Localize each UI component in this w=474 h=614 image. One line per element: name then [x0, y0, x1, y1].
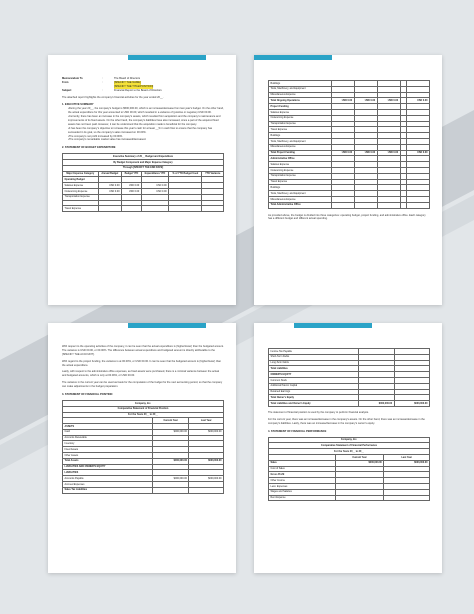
position-table-years: For the Years 20__ to 20__	[63, 412, 224, 418]
document-page-1: Memorandum To : The Board of Directors From : [SPECIFY THE NAME] [SPECIFY THE TITLE/POSITION] Subject : Financial Report to the Board of Directors The attached report highlights the company's financial activities for the year ended 20__. 1. EXECUTIVE SUMMARY ▪ During the year 20__, the company's budget is $500,000.00, which is an increase/decrease from last year's budget. On the other hand, the actual expenditure for this year amounted to USD 00.00, which resulted in a variance of (positive or negative) USD 00.00. ▪ Currently, there has been an increase in the company's assets, which resulted from acquisition and the company's maintenance and improvements of its fixed assets. On the other hand, the company's liabilities have also increased, since a part of the acquired fixed assets has not been paid. However, it can be understood that the acquisition made is beneficial for the company. ▪ It has been the company's objective to increase this year's cash for at least __% in cash flow to ensure that the company has succeeded in its goal, so the company's sales increased on 30.00%. ▪ The company's net profit increased by 00.00%. ▪ The company's remarkable market value has increased/decreased. 2. STATEMENT OF BUDGET EXPENDITURE Executive Summary of 20__ Budget and Expenditure By Budget Component and Major Expense Category Through [SPECIFY THE END DATE] Major Expense Category Annual Budget Budget YTD Expenditures YTD % of YTD Budget Used YTD Variance Operating Budget Salaries Expense USD 0.00 USD 0.00 USD 0.00 Outsourcing Expense USD 0.00 USD 0.00 USD 0.00 Transportation Expense Travel Expense	[48, 55, 236, 305]
table-cell: USD 0.00	[98, 189, 121, 195]
table-cell: Wages and Salaries	[269, 489, 336, 495]
analysis-paragraph-1: With respect to the operating activities of the company, it can be seen that the actual expenditure is (higher/lower) than the budgeted amount. The variance is USD 00.00, or 00.00%. The difference between actual expenditure and budgeted amount is directly attributable to the [SPECIFY THE ACCOUNT].	[62, 345, 224, 356]
summary-bullet: ▪ The company's net profit increased by 00.00%.	[68, 135, 224, 139]
table-cell	[377, 202, 400, 208]
intro-text: The attached report highlights the company's financial activities for the year ended 20__.	[62, 95, 164, 99]
table-cell: Additional Paid-in Capital	[269, 383, 359, 389]
table-cell: Transportation Expense	[269, 173, 332, 179]
table-header-cell: Annual Budget	[98, 171, 121, 177]
table-cell: Tools, Machinery, and Equipment	[269, 86, 332, 92]
financial-position-table-continued	[268, 348, 430, 407]
position-paragraph-1: The statement of financial position is used by the company to perform financial analysis.	[268, 410, 369, 414]
memo-subject-label: Subject	[62, 88, 72, 92]
budget-table-continued	[268, 80, 430, 209]
table-cell: Total Liabilities and Owner's Equity	[269, 401, 359, 407]
analysis-paragraph-2: With regard to the project funding, the variance is at 00.00%, or USD 00.00. It can be seen that the budgeted amount is (higher/lower) than the actual expenditure.	[62, 359, 222, 367]
table-cell: Salaries Expense	[269, 109, 332, 115]
table-cell	[122, 206, 142, 212]
table-cell	[406, 202, 429, 208]
table-cell: USD 0.00	[331, 150, 354, 156]
table-cell: Accounts Payable	[63, 476, 153, 482]
page-accent-bar	[128, 323, 206, 328]
table-cell: Cost of Sales	[269, 466, 336, 472]
page-accent-bar	[294, 323, 372, 328]
table-header-cell: Last Year	[384, 454, 430, 460]
section-4-heading: 4. STATEMENT OF FINANCIAL PERFORMANCE	[268, 429, 327, 433]
table-cell: USD 0.00	[122, 183, 142, 189]
table-cell: Total Project Funding	[269, 150, 332, 156]
memo-from-value: [SPECIFY THE NAME]	[114, 80, 141, 84]
table-cell: Buildings	[269, 133, 332, 139]
table-cell: Gross Profit	[269, 472, 336, 478]
summary-bullets	[62, 107, 224, 142]
table-header-cell: YTD Variance	[202, 171, 224, 177]
table-cell: Tools, Machinery, and Equipment	[269, 138, 332, 144]
table-cell: Miscellaneous Expense	[269, 196, 332, 202]
table-cell: Income Tax Payable	[269, 349, 359, 355]
table-cell: $000,000.00	[189, 429, 224, 435]
position-table-subcaption: Comparative Statement of Financial Position	[63, 406, 224, 412]
page-accent-bar	[254, 55, 332, 60]
table-cell: Total Assets	[63, 458, 153, 464]
table-cell: Travel Expense	[269, 179, 332, 185]
table-cell: USD 0.00	[98, 183, 121, 189]
table-cell	[354, 202, 377, 208]
table-cell: Total Administrative Office	[269, 202, 332, 208]
table-cell: Administrative Office	[269, 156, 332, 162]
table-cell: ASSETS	[63, 424, 153, 430]
table-cell: Sales Tax Liabilities	[63, 487, 153, 493]
memo-from-title: [SPECIFY THE TITLE/POSITION]	[114, 84, 154, 88]
table-cell: Travel Expense	[269, 127, 332, 133]
table-cell: Cash	[63, 429, 153, 435]
summary-bullet: ▪ During the year 20__, the company's budget is $500,000.00, which is an increase/decrease from last year's budget. On the other hand, the actual expenditure for this year amounted to USD 00.00, which resulted in a variance of (positive or negative) USD 00.00.	[68, 107, 224, 115]
table-row	[63, 206, 224, 212]
table-cell	[202, 206, 224, 212]
table-cell	[335, 495, 383, 501]
table-cell	[169, 206, 202, 212]
page-accent-bar	[128, 55, 206, 60]
summary-bullet: ▪ The company's remarkable market value has increased/decreased.	[68, 138, 224, 142]
table-cell: OWNER'S EQUITY	[269, 372, 359, 378]
document-page-4	[254, 323, 442, 573]
table-row	[269, 202, 430, 208]
table-cell: $000,000.00	[189, 458, 224, 464]
table-cell	[384, 495, 430, 501]
table-cell: USD 0.00	[141, 183, 168, 189]
table-cell	[152, 487, 189, 493]
table-cell: Inventory	[63, 441, 153, 447]
section-1-heading: 1. EXECUTIVE SUMMARY	[62, 103, 94, 107]
table-cell: Outsourcing Expense	[269, 115, 332, 121]
table-cell: Rent Expense	[269, 495, 336, 501]
table-cell: $000,000.00	[152, 429, 189, 435]
table-cell: Transportation Expense	[63, 194, 99, 200]
table-cell: Salaries Expense	[63, 183, 99, 189]
performance-table-caption: Company, Inc.	[269, 437, 430, 443]
table-cell: Short-Term Debts	[269, 354, 359, 360]
section-3-heading: 3. STATEMENT OF FINANCIAL POSITION	[62, 393, 113, 397]
summary-bullet: ▪ Currently, there has been an increase in the company's assets, which resulted from acquisition and the company's maintenance and improvements of its fixed assets. On the other hand, the company's liabilities have also increased, since a part of the acquired fixed assets has not been paid. However, it can be understood that the acquisition made is beneficial for the company.	[68, 115, 224, 127]
table-header-cell: Current Year	[335, 454, 383, 460]
performance-table-subcaption: Comparative Statement of Financial Performance	[269, 443, 430, 449]
table-cell: USD 0.00	[354, 150, 377, 156]
table-cell: USD 0.00	[377, 98, 400, 104]
budget-table	[62, 153, 224, 212]
table-cell: USD 0.00	[141, 189, 168, 195]
table-cell: Total Liabilities	[269, 366, 359, 372]
budget-summary-text: As provided above, the budget is divided into three categories: operating budget, project funding, and administrative office. Each category has a different budget and different actual spending.	[268, 213, 426, 221]
table-cell: Retained Earnings	[269, 389, 359, 395]
table-cell: Travel Expense	[63, 206, 99, 212]
table-cell: Long-Term Debts	[269, 360, 359, 366]
table-cell: Other Assets	[63, 453, 153, 459]
table-cell: Accounts Receivable	[63, 435, 153, 441]
table-row	[63, 487, 224, 493]
table-header-cell: % of YTD Budget Used	[169, 171, 202, 177]
memo-to-label: Memorandum To	[62, 77, 83, 80]
position-table-caption: Company, Inc.	[63, 400, 224, 406]
table-cell: LIABILITIES AND OWNER'S EQUITY	[63, 464, 153, 470]
table-cell: Sales	[269, 460, 336, 466]
financial-performance-table	[268, 437, 430, 502]
performance-table-years: For the Years 20__ to 20__	[269, 449, 430, 455]
table-cell: $000,000.00	[335, 460, 383, 466]
position-paragraph-2: For the current year, there was an increase/decrease in the company's assets. On the other hand, there was an increase/decrease in the company's liabilities. Lastly, there was an increase/decrease in the company's owner's equity.	[268, 417, 425, 425]
table-cell: Project Funding	[269, 104, 332, 110]
table-cell: Total Ongoing Operations	[269, 98, 332, 104]
table-header-cell: Expenditures YTD	[141, 171, 168, 177]
analysis-paragraph-3: Lastly, with respect to the administrative office expenses, as fixed assets were purchased, there is a minimal variance between the actual and budgeted amounts, which is only at 00.00%, or USD 00.00.	[62, 370, 220, 378]
document-page-3	[48, 323, 236, 573]
table-cell: USD 0.00	[354, 98, 377, 104]
document-page-2	[254, 55, 442, 305]
table-row	[269, 495, 430, 501]
table-cell: $000,000.00	[189, 476, 224, 482]
memo-subject-value: Financial Report to the Board of Directors	[114, 88, 162, 92]
table-cell: Total Owner's Equity	[269, 395, 359, 401]
table-cell: LIABILITIES	[63, 470, 153, 476]
memo-from-label: From	[62, 80, 69, 84]
table-cell	[331, 202, 354, 208]
table-cell: Transportation Expense	[269, 121, 332, 127]
table-header-cell: Major Expense Category	[63, 171, 99, 177]
table-cell: Common Stock	[269, 377, 359, 383]
table-cell: $000,000.00	[384, 460, 430, 466]
table-cell: USD 0.00	[406, 98, 429, 104]
table-cell: Fixed Assets	[63, 447, 153, 453]
table-cell: USD 0.00	[122, 189, 142, 195]
budget-table-date: Through [SPECIFY THE END DATE]	[63, 165, 224, 171]
table-cell: Salaries Expense	[269, 162, 332, 168]
table-cell: $000,000.00	[152, 476, 189, 482]
table-header-cell: Last Year	[189, 418, 224, 424]
table-cell: Outsourcing Expense	[269, 167, 332, 173]
table-cell: USD 0.00	[406, 150, 429, 156]
table-cell: $000,000.00	[359, 401, 394, 407]
table-cell: USD 0.00	[377, 150, 400, 156]
table-cell: Less: Expenses	[269, 483, 336, 489]
table-cell: Operating Budget	[63, 177, 99, 183]
table-cell: Miscellaneous Expense	[269, 144, 332, 150]
summary-bullet: ▪ It has been the company's objective to increase this year's cash for at least __% in cash flow to ensure that the company has succeeded in its goal, so the company's sales increased on 30.00%.	[68, 127, 224, 135]
table-header-cell: Budget YTD	[122, 171, 142, 177]
table-cell: $000,000.00	[152, 458, 189, 464]
table-cell: USD 0.00	[331, 98, 354, 104]
budget-table-caption: Executive Summary of 20__ Budget and Expenditure	[63, 154, 224, 160]
budget-table-subcaption: By Budget Component and Major Expense Category	[63, 160, 224, 166]
table-cell: $000,000.00	[394, 401, 429, 407]
table-cell	[98, 206, 121, 212]
table-header-cell: Current Year	[152, 418, 189, 424]
financial-position-table	[62, 400, 224, 494]
table-cell: Miscellaneous Expense	[269, 92, 332, 98]
table-cell: Other Income	[269, 478, 336, 484]
table-cell	[189, 487, 224, 493]
table-cell: Accrued Expenses	[63, 482, 153, 488]
table-cell	[141, 206, 168, 212]
analysis-paragraph-4: The variance in the current year can be used as basis for the computation of the budget for the next accounting period, so that the company can make adjustments in the budget preparation.	[62, 381, 223, 389]
table-cell: Buildings	[269, 81, 332, 87]
table-row	[269, 401, 430, 407]
memo-to-value: The Board of Directors	[114, 77, 141, 80]
table-cell: Buildings	[269, 185, 332, 191]
section-2-heading: 2. STATEMENT OF BUDGET EXPENDITURE	[62, 146, 116, 150]
table-cell: Outsourcing Expense	[63, 189, 99, 195]
table-cell: Tools, Machinery, and Equipment	[269, 191, 332, 197]
